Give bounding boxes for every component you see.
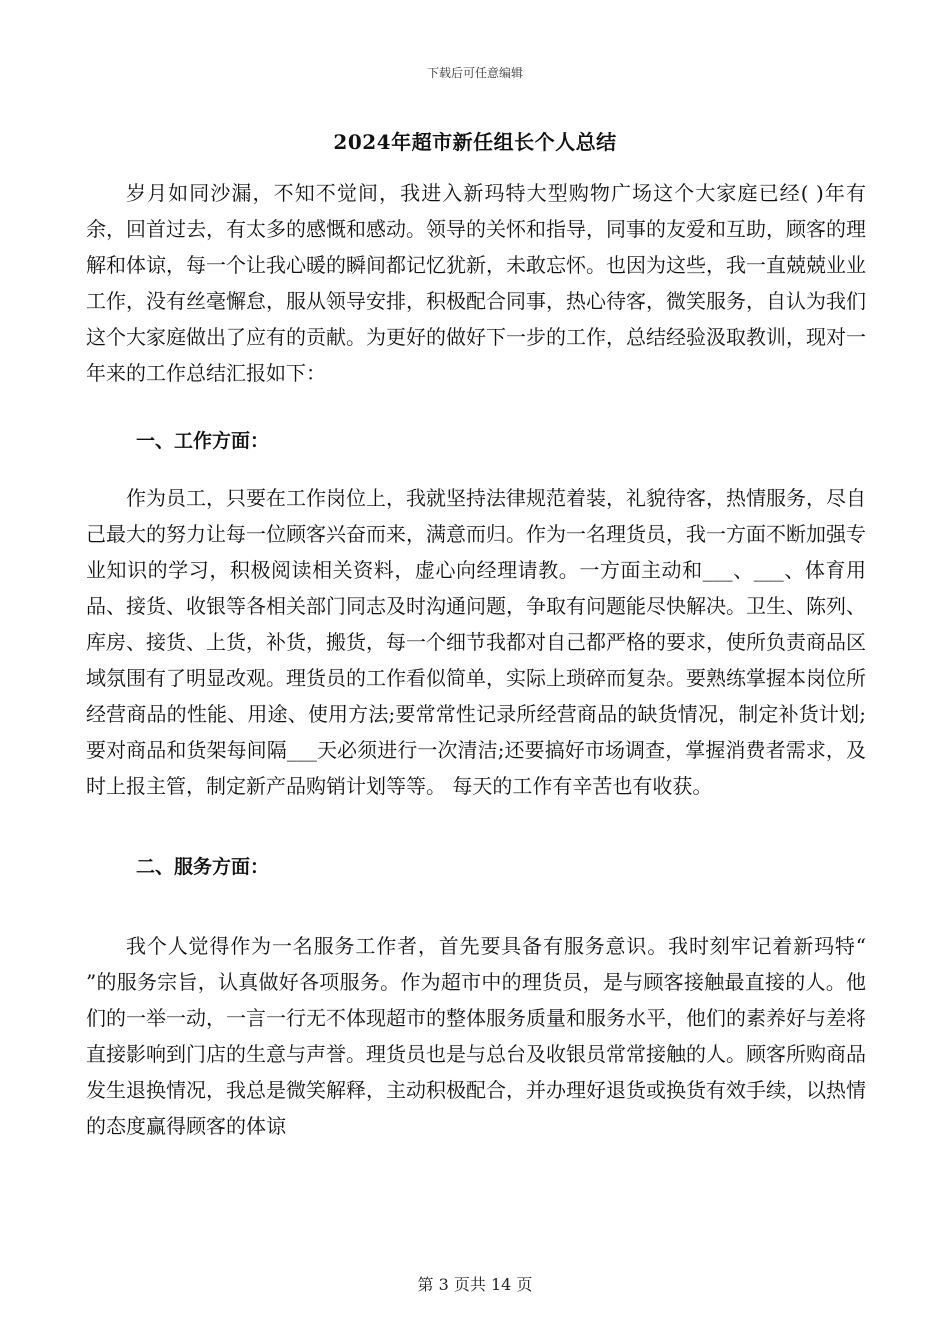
paragraph-service: 我个人觉得作为一名服务工作者，首先要具备有服务意识。我时刻牢记着新玛特“ ”的服务宗旨，认真做好各项服务。作为超市中的理货员，是与顾客接触最直接的人。他们的一举一动，一言一行无不体现超市的整体服务质量和服务水平，他们的素养好与差将直接影响到门店的生意与声誉。理货员也是与总台及收银员常常接触的人。顾客所购商品发生退换情况，我总是微笑解释，主动积极配合，并办理好退货或换货有效手续，以热情的态度赢得顾客的体谅 bbox=[86, 934, 866, 1138]
section-heading-work: 一、工作方面： bbox=[136, 430, 270, 452]
header-note: 下载后可任意编辑 bbox=[426, 66, 523, 80]
page-footer: 第 3 页共 14 页 bbox=[417, 1275, 533, 1294]
section-heading-service: 二、服务方面： bbox=[136, 856, 270, 878]
document-title: 2024年超市新任组长个人总结 bbox=[333, 130, 617, 154]
paragraph-work: 作为员工，只要在工作岗位上，我就坚持法律规范着装，礼貌待客，热情服务，尽自己最大的努力让每一位顾客兴奋而来，满意而归。作为一名理货员，我一方面不断加强专业知识的学习，积极阅读相关资料，虚心向经理请教。一方面主动和___、___、体育用品、接货、收银等各相关部门同志及时沟通问题，争取有问题能尽快解决。卫生、陈列、库房、接货、上货，补货，搬货，每一个细节我都对自己都严格的要求，使所负责商品区域氛围有了明显改观。理货员的工作看似简单，实际上琐碎而复杂。要熟练掌握本岗位所经营商品的性能、用途、使用方法;要常常性记录所经营商品的缺货情况，制定补货计划;要对商品和货架每间隔___天必须进行一次清洁;还要搞好市场调查，掌握消费者需求，及时上报主管，制定新产品购销计划等等。 每天的工作有辛苦也有收获。 bbox=[86, 486, 866, 798]
paragraph-intro: 岁月如同沙漏，不知不觉间，我进入新玛特大型购物广场这个大家庭已经( )年有余，回首过去，有太多的感慨和感动。领导的关怀和指导，同事的友爱和互助，顾客的理解和体谅，每一个让我心暖的瞬间都记忆犹新，未敢忘怀。也因为这些，我一直兢兢业业工作，没有丝毫懈怠，服从领导安排，积极配合同事，热心待客，微笑服务，自认为我们这个大家庭做出了应有的贡献。为更好的做好下一步的工作，总结经验汲取教训，现对一年来的工作总结汇报如下： bbox=[86, 181, 866, 385]
